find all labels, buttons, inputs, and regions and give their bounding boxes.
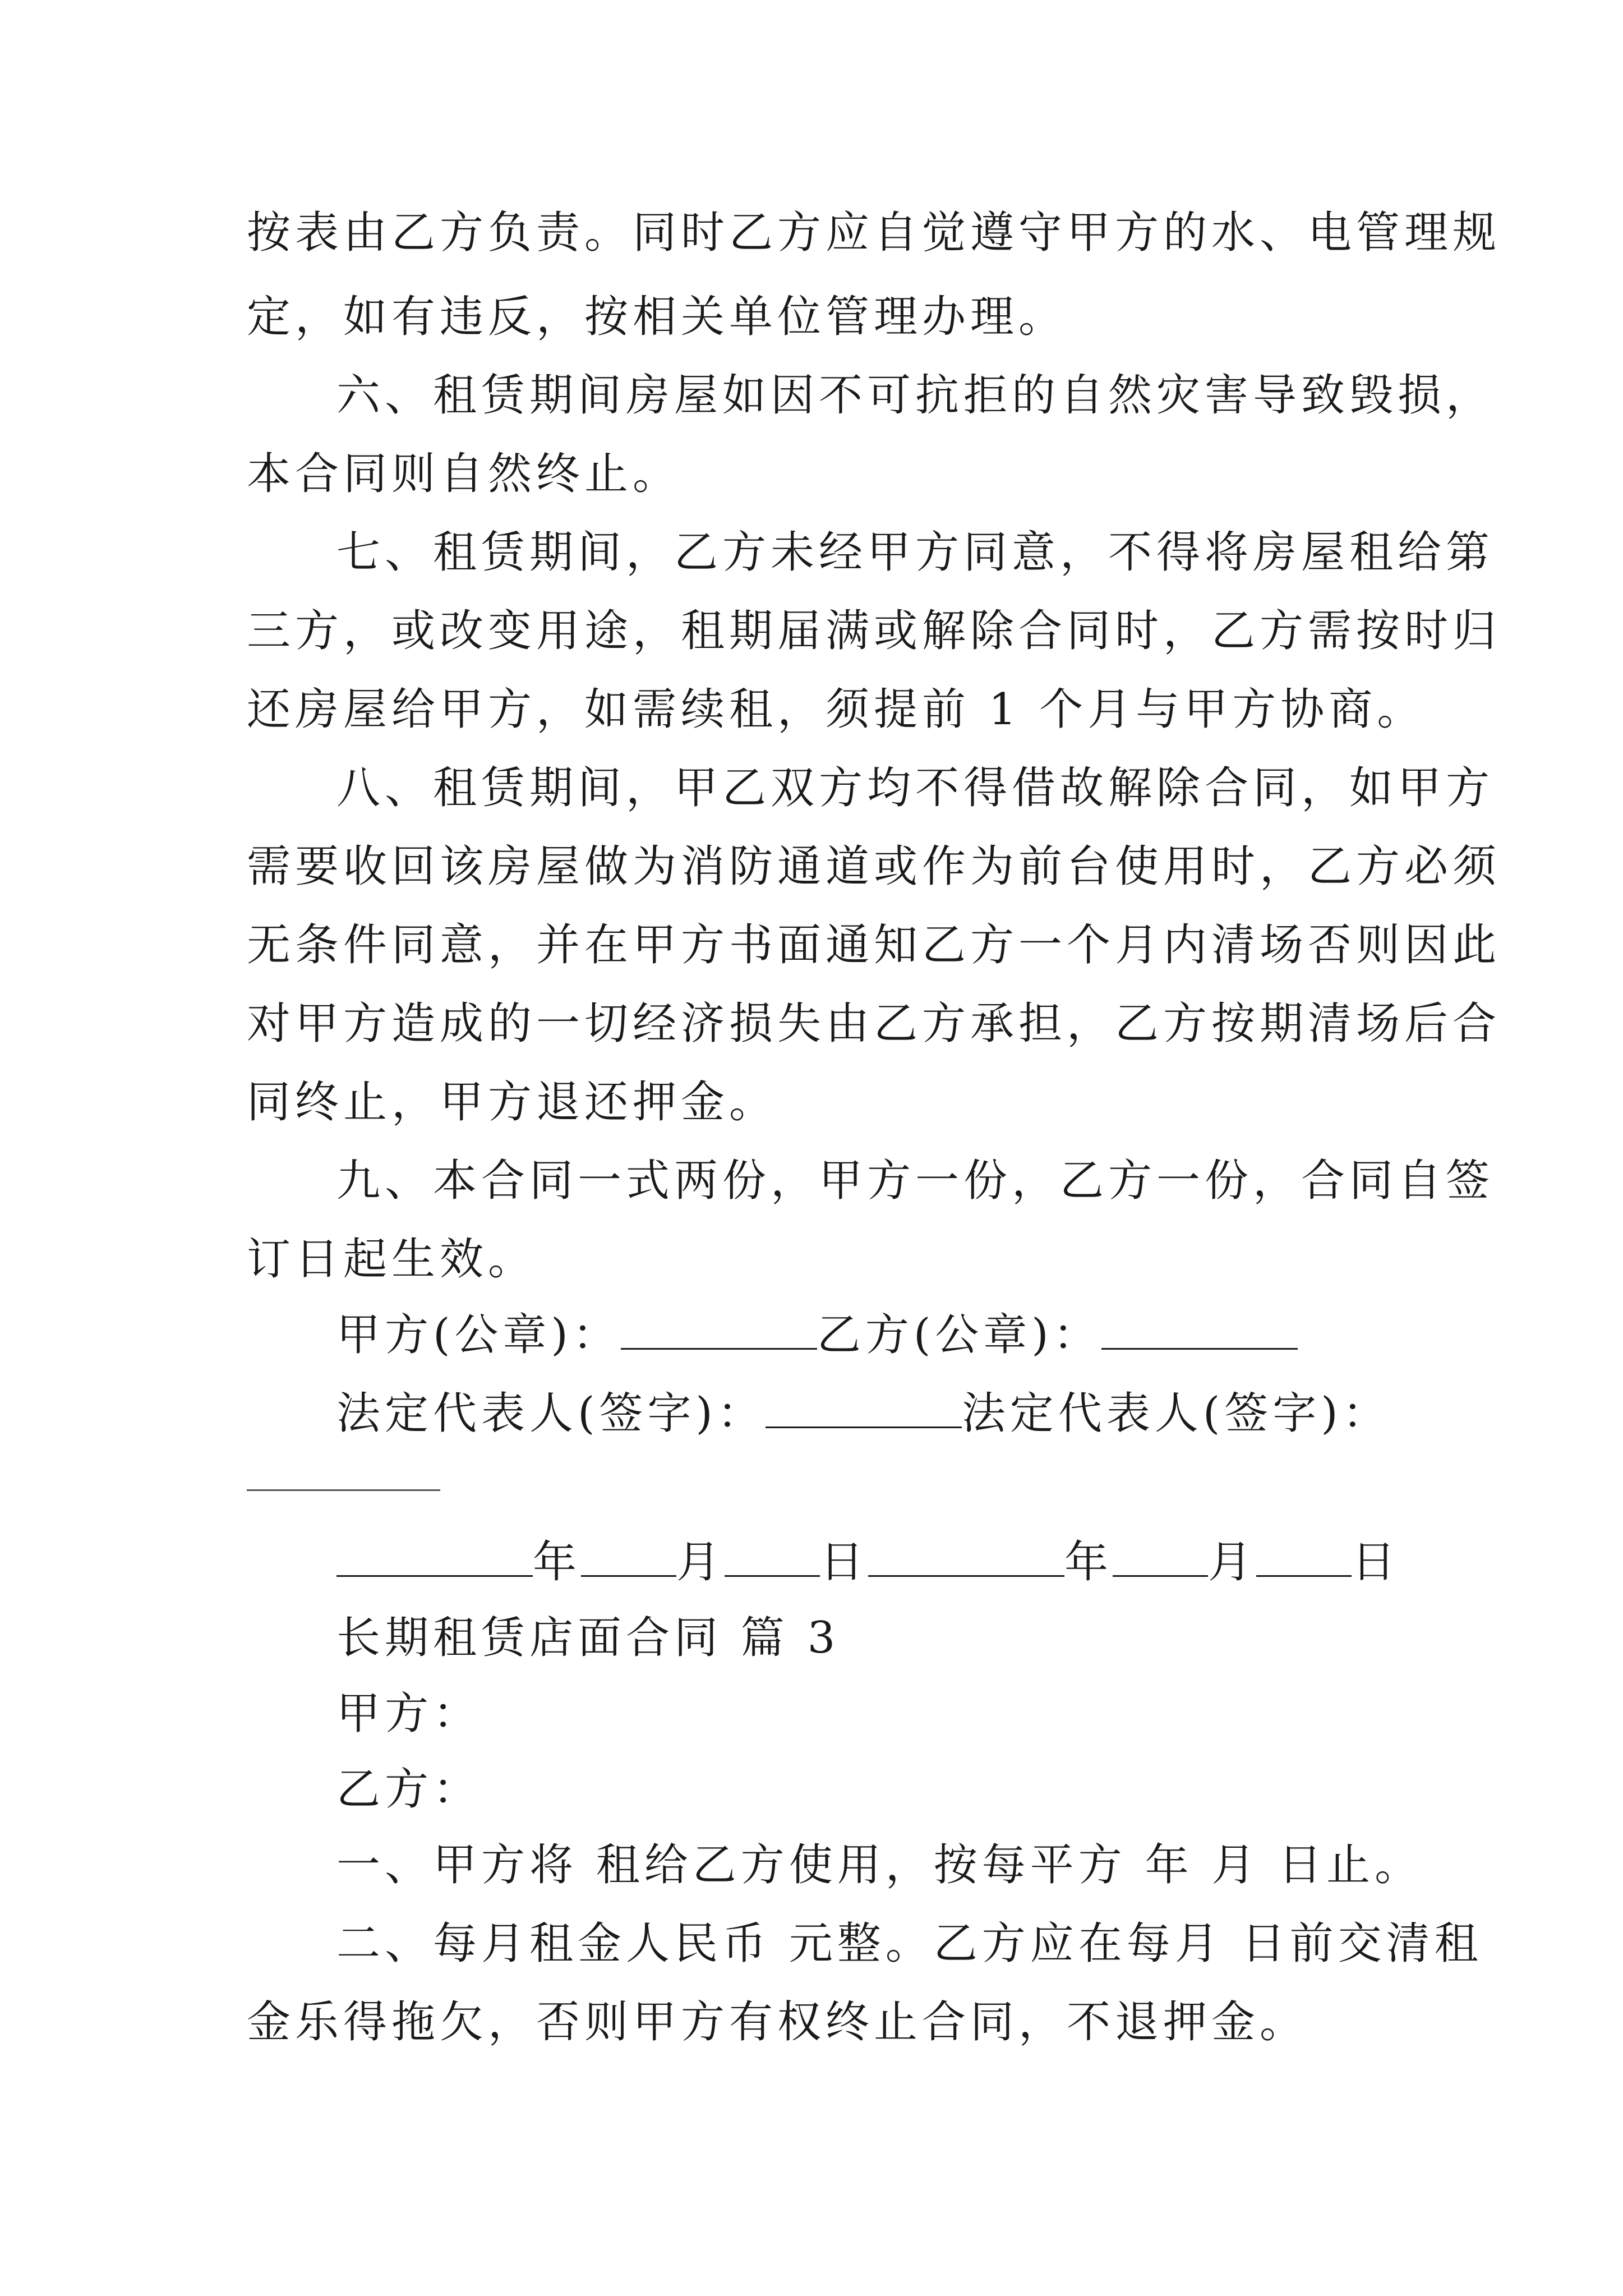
- clause-6-line: 六、租赁期间房屋如因不可抗拒的自然灾害导致毁损，: [336, 370, 1495, 421]
- year-label-2: 年: [1064, 1537, 1113, 1588]
- month-label: 月: [676, 1537, 725, 1588]
- year-blank-2: [868, 1536, 1064, 1577]
- representative-line: [336, 1386, 1391, 1442]
- clause-8-line: 八、租赁期间，甲乙双方均不得借故解除合同，如甲方: [336, 763, 1495, 813]
- party-b-label: 乙方：: [336, 1764, 482, 1815]
- party-b-seal-label: 乙方(公章)：: [817, 1310, 1101, 1360]
- month-label-2: 月: [1208, 1537, 1257, 1588]
- day-label: 日: [820, 1537, 869, 1588]
- rep-a-blank: [766, 1387, 962, 1428]
- body-line: 金乐得拖欠，否则甲方有权终止合同，不退押金。: [247, 1997, 1308, 2047]
- section3-clause-1: 一、甲方将 租给乙方使用，按每平方 年 月 日止。: [336, 1840, 1423, 1890]
- body-line: 三方，或改变用途，租期届满或解除合同时，乙方需按时归: [247, 606, 1501, 656]
- month-blank: [581, 1536, 676, 1577]
- party-a-seal-label: 甲方(公章)：: [336, 1310, 621, 1360]
- body-line: 需要收回该房屋做为消防通道或作为前台使用时，乙方必须: [247, 841, 1501, 892]
- year-blank: [336, 1536, 533, 1577]
- date-line: [336, 1534, 1400, 1590]
- body-line: 本合同则自然终止。: [247, 449, 681, 499]
- clause-7-line: 七、租赁期间，乙方未经甲方同意，不得将房屋租给第: [336, 527, 1495, 578]
- body-line: 定，如有违反，按相关单位管理办理。: [247, 292, 1067, 342]
- section-title: 长期租赁店面合同 篇 3: [336, 1613, 840, 1663]
- body-line: 按表由乙方负责。同时乙方应自觉遵守甲方的水、电管理规: [247, 208, 1501, 258]
- day-label-2: 日: [1352, 1537, 1400, 1588]
- rep-a-label: 法定代表人(签字)：: [336, 1388, 766, 1439]
- body-line: 无条件同意，并在甲方书面通知乙方一个月内清场否则因此: [247, 920, 1501, 970]
- rep-b-label: 法定代表人(签字)：: [961, 1388, 1391, 1439]
- party-b-seal-blank: [1101, 1309, 1298, 1350]
- rep-b-blank: [247, 1489, 440, 1491]
- month-blank-2: [1113, 1536, 1208, 1577]
- day-blank: [725, 1536, 820, 1577]
- party-a-seal-blank: [621, 1309, 817, 1350]
- section3-clause-2: 二、每月租金人民币 元整。乙方应在每月 日前交清租: [336, 1918, 1483, 1969]
- clause-9-line: 九、本合同一式两份，甲方一份，乙方一份，合同自签: [336, 1156, 1495, 1206]
- body-line: 还房屋给甲方，如需续租，须提前 1 个月与甲方协商。: [247, 684, 1426, 735]
- year-label: 年: [533, 1537, 582, 1588]
- party-a-label: 甲方：: [336, 1688, 482, 1739]
- body-line: 对甲方造成的一切经济损失由乙方承担，乙方按期清场后合: [247, 999, 1501, 1049]
- seal-line: [336, 1307, 1298, 1363]
- body-line: 同终止，甲方退还押金。: [247, 1077, 778, 1128]
- body-line: 订日起生效。: [247, 1234, 537, 1285]
- day-blank-2: [1256, 1536, 1352, 1577]
